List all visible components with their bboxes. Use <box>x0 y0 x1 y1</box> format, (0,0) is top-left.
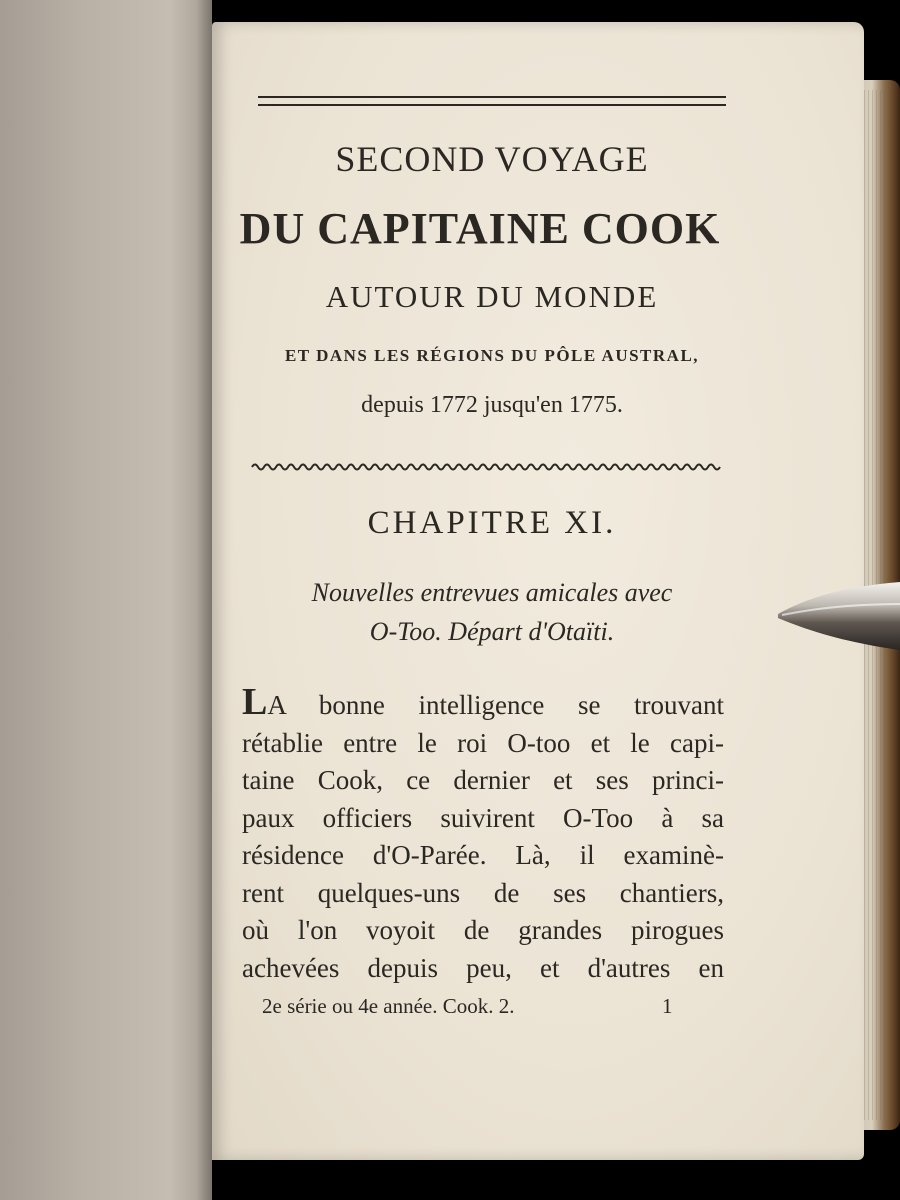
body-line-2: rétablie entre le roi O-too et le capi- <box>242 727 724 758</box>
top-double-rule <box>258 96 726 106</box>
chapter-subtitle-line-1: Nouvelles entrevues amicales avec <box>311 578 673 607</box>
body-text <box>242 681 724 987</box>
body-line-7: où l'on voyoit de grandes pirogues <box>242 915 724 945</box>
body-line-6: rent quelques-uns de ses chantiers, <box>242 877 724 908</box>
drop-cap: L <box>242 681 268 723</box>
body-line-4: paux officiers suivirent O-Too à sa <box>242 802 724 833</box>
page-footer <box>262 994 673 1019</box>
chapter-heading: CHAPITRE XI. <box>367 505 617 541</box>
body-line-3: taine Cook, ce dernier et ses princi- <box>242 765 724 795</box>
title-line-1: SECOND VOYAGE <box>335 139 649 179</box>
footer-series: 2e série ou 4e année. Cook. 2. <box>262 994 515 1018</box>
title-line-4: ET DANS LES RÉGIONS DU PÔLE AUSTRAL, <box>284 346 700 365</box>
body-line-5: résidence d'O-Parée. Là, il examinè- <box>242 840 724 870</box>
metal-page-pointer <box>776 578 900 652</box>
ornamental-wave-rule <box>250 460 726 474</box>
title-line-3: AUTOUR DU MONDE <box>325 279 659 314</box>
title-line-5: depuis 1772 jusqu'en 1775. <box>361 392 623 418</box>
body-line-1-text: A bonne intelligence se trouvant <box>267 690 724 720</box>
body-line-8: achevées depuis peu, et d'autres en <box>242 952 724 983</box>
body-line-1 <box>242 681 724 725</box>
left-facing-page <box>0 0 212 1200</box>
chapter-subtitle-line-2: O-Too. Départ d'Otaïti. <box>369 617 615 646</box>
title-line-2: DU CAPITAINE COOK <box>239 204 721 253</box>
footer-signature: 1 <box>662 994 673 1018</box>
